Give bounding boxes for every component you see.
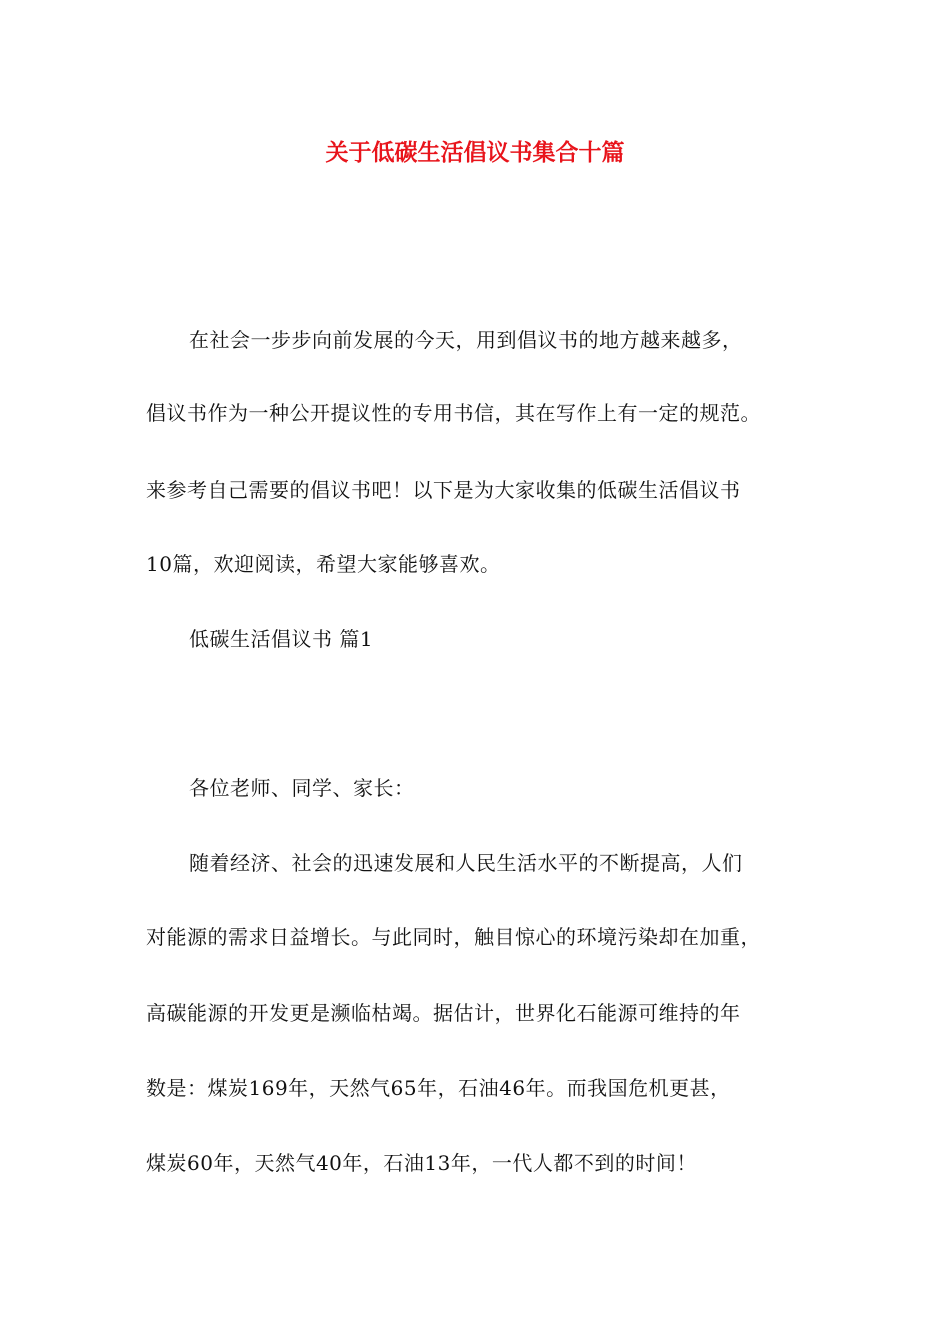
body-line-2: 对能源的需求日益增长。与此同时，触目惊心的环境污染却在加重， — [146, 925, 761, 949]
section-heading: 低碳生活倡议书 篇1 — [189, 627, 374, 651]
body-line-3: 高碳能源的开发更是濒临枯竭。据估计，世界化石能源可维持的年 — [146, 1001, 741, 1025]
document-title: 关于低碳生活倡议书集合十篇 — [325, 139, 625, 166]
intro-line-4: 10篇，欢迎阅读，希望大家能够喜欢。 — [146, 552, 501, 576]
body-line-5: 煤炭60年，天然气40年，石油13年，一代人都不到的时间！ — [146, 1151, 697, 1175]
salutation: 各位老师、同学、家长： — [189, 776, 415, 800]
body-line-1: 随着经济、社会的迅速发展和人民生活水平的不断提高，人们 — [189, 851, 743, 875]
body-line-4: 数是：煤炭169年，天然气65年，石油46年。而我国危机更甚， — [146, 1076, 731, 1100]
intro-line-2: 倡议书作为一种公开提议性的专用书信，其在写作上有一定的规范。 — [146, 401, 761, 425]
intro-line-1: 在社会一步步向前发展的今天，用到倡议书的地方越来越多， — [189, 328, 743, 352]
intro-line-3: 来参考自己需要的倡议书吧！以下是为大家收集的低碳生活倡议书 — [146, 478, 741, 502]
